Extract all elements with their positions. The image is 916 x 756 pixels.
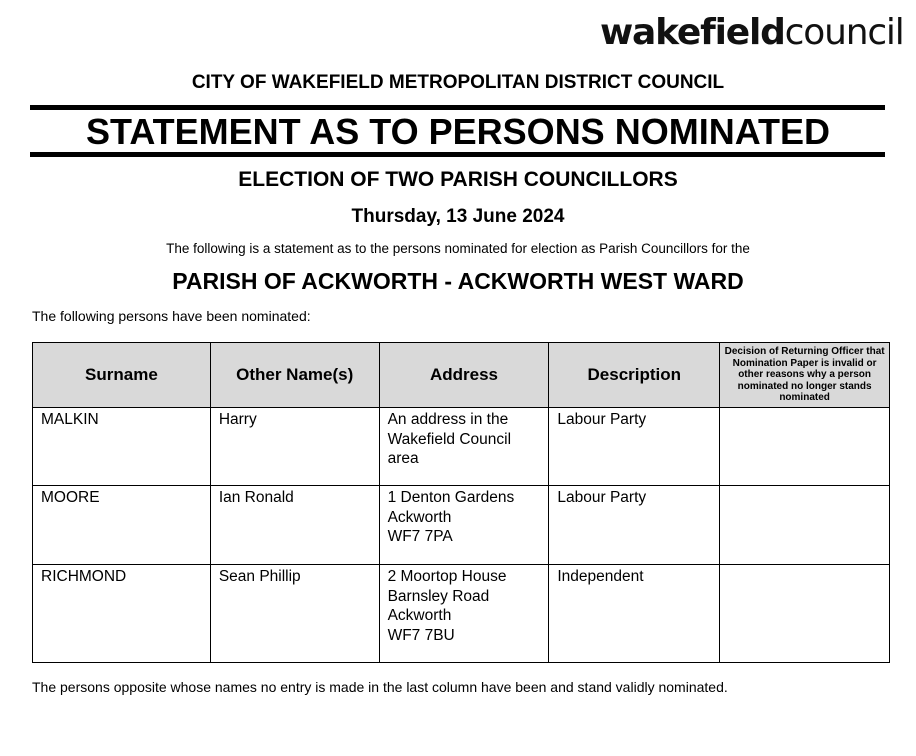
address-line: WF7 7BU (387, 626, 455, 644)
footer-note: The persons opposite whose names no entry is made in the last column have been and stand validly nominated. (32, 679, 728, 695)
election-date: Thursday, 13 June 2024 (351, 206, 565, 227)
cell-decision (720, 408, 890, 486)
cell-surname: MOORE (33, 486, 211, 565)
address-line: WF7 7PA (387, 528, 453, 545)
address-line: Wakefield Council (387, 430, 512, 448)
address-line: An address in the (387, 411, 509, 428)
table-header-row (33, 343, 890, 408)
address-line: 2 Moortop House (387, 568, 507, 585)
cell-address (379, 486, 549, 565)
nominations-table (32, 342, 890, 663)
title-rule-bottom (30, 152, 885, 157)
cell-address (379, 408, 549, 486)
column-header-address: Address (379, 343, 549, 408)
election-heading: ELECTION OF TWO PARISH COUNCILLORS (238, 168, 678, 191)
cell-address (379, 565, 549, 663)
cell-other-names: Ian Ronald (210, 486, 379, 565)
cell-surname: MALKIN (33, 408, 211, 486)
intro-text: The following is a statement as to the persons nominated for election as Parish Councillors for the (166, 241, 750, 256)
address-line: area (387, 450, 419, 467)
cell-other-names: Harry (210, 408, 379, 486)
cell-description: Independent (549, 565, 720, 663)
cell-surname: RICHMOND (33, 565, 211, 663)
address-line: Ackworth (387, 607, 452, 624)
cell-description: Labour Party (549, 408, 720, 486)
logo-bold-text: wakefield (600, 12, 785, 53)
cell-decision (720, 565, 890, 663)
document-title: STATEMENT AS TO PERSONS NOMINATED (85, 111, 831, 152)
address-line: Barnsley Road (387, 587, 490, 605)
address-line: 1 Denton Gardens (387, 489, 515, 506)
column-header-other-names: Other Name(s) (210, 343, 379, 408)
address-line: Ackworth (387, 508, 452, 526)
table-row (33, 565, 890, 663)
column-header-decision: Decision of Returning Officer that Nomination Paper is invalid or other reasons why a person nominated no longer stands nominated (720, 343, 890, 408)
table-row (33, 408, 890, 486)
parish-heading: PARISH OF ACKWORTH - ACKWORTH WEST WARD (172, 268, 744, 294)
column-header-surname: Surname (33, 343, 211, 408)
table-row (33, 486, 890, 565)
wakefield-council-logo (600, 10, 904, 56)
logo-light-text: council (784, 12, 904, 53)
cell-decision (720, 486, 890, 565)
lead-text: The following persons have been nominated: (32, 308, 311, 324)
cell-description: Labour Party (549, 486, 720, 565)
cell-other-names: Sean Phillip (210, 565, 379, 663)
column-header-description: Description (549, 343, 720, 408)
council-name: CITY OF WAKEFIELD METROPOLITAN DISTRICT COUNCIL (191, 72, 725, 93)
